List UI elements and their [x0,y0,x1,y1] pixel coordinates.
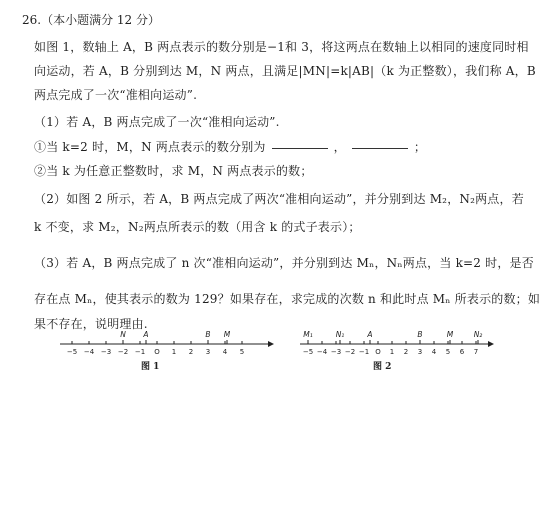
figure2-point-label: B [417,330,423,339]
figure1-tick-label: −5 [66,348,78,356]
figure1-tick-label: −4 [83,348,95,356]
figure2-tick-label: 5 [445,348,451,356]
text-line-2: 向运动，若 A，B 分别到达 M，N 两点，且满足|MN|=k|AB|（k 为正整数），我们称 A，B [34,64,536,78]
figure1-tick-label: 4 [222,348,228,356]
figure1-tick-label: 2 [188,348,194,356]
problem-title: 26.（本小题满分 12 分） [22,13,160,27]
figure2-tick-label: −4 [316,348,328,356]
figure2-tick-label: −5 [302,348,314,356]
figure1-point-label: B [205,330,211,339]
number-line-figure-1 [58,326,278,376]
text-line-5 [34,138,426,155]
text-line-7: （2）如图 2 所示，若 A，B 两点完成了两次“准相向运动”，并分别到达 M₂，N₂两点，若 [34,192,524,206]
answer-blank-2 [352,147,408,149]
figure2-tick-label: 1 [389,348,395,356]
text-line-6: ②当 k 为任意正整数时，求 M，N 两点表示的数； [34,164,313,178]
question-1-1-text: ①当 k=2 时，M，N 两点表示的数分别为 [34,140,266,154]
text-line-1: 如图 1，数轴上 A，B 两点表示的数分别是−1和 3，将这两点在数轴上以相同的速度同时相 [34,40,529,54]
figure2-tick-label: 2 [403,348,409,356]
figure1-tick-label: O [154,348,160,356]
text-line-10: 存在点 Mₙ，使其表示的数为 129？如果存在，求完成的次数 n 和此时点 Mₙ 所表示的数；如 [34,292,541,306]
blank-separator: ， [333,140,346,154]
figure2-tick-label: 4 [431,348,437,356]
axis-arrow [268,341,274,347]
figure2-point-label: N₁ [335,330,345,339]
axis-arrow [488,341,494,347]
figure2-point-label: N₂ [473,330,483,339]
figure2-tick-label: −1 [358,348,370,356]
figure2-tick-label: −3 [330,348,342,356]
figure1-tick-label: −2 [117,348,129,356]
figure2-tick-label: 7 [473,348,479,356]
figure1-tick-label: −1 [134,348,146,356]
text-line-4: （1）若 A，B 两点完成了一次“准相向运动”. [34,115,280,129]
figure1-point-label: N [120,330,126,339]
figure-1-caption: 图 1 [141,362,160,372]
figure2-tick-label: 3 [417,348,423,356]
figure2-tick-label: O [375,348,381,356]
figure2-tick-label: −2 [344,348,356,356]
figure1-point-label: A [143,330,149,339]
figure1-point-label: M [223,330,231,339]
answer-blank-1 [272,147,328,149]
figure1-tick-label: 3 [205,348,211,356]
text-line-3: 两点完成了一次“准相向运动”. [34,88,198,102]
figure1-tick-label: 5 [239,348,245,356]
blank-end: ； [413,140,427,154]
figure2-tick-label: 6 [459,348,465,356]
text-line-9: （3）若 A，B 两点完成了 n 次“准相向运动”，并分别到达 Mₙ，Nₙ两点，当 k=2 时，是否 [34,256,534,270]
figure1-tick-label: −3 [100,348,112,356]
figure2-point-label: M₁ [303,330,313,339]
figure2-point-label: A [367,330,373,339]
figure-2-caption: 图 2 [373,362,392,372]
figure1-tick-label: 1 [171,348,177,356]
figure2-point-label: M [446,330,454,339]
text-line-11: 果不存在，说明理由. [34,317,148,331]
number-line-figure-2 [298,326,498,376]
text-line-8: k 不变，求 M₂，N₂两点所表示的数（用含 k 的式子表示）； [34,220,361,234]
